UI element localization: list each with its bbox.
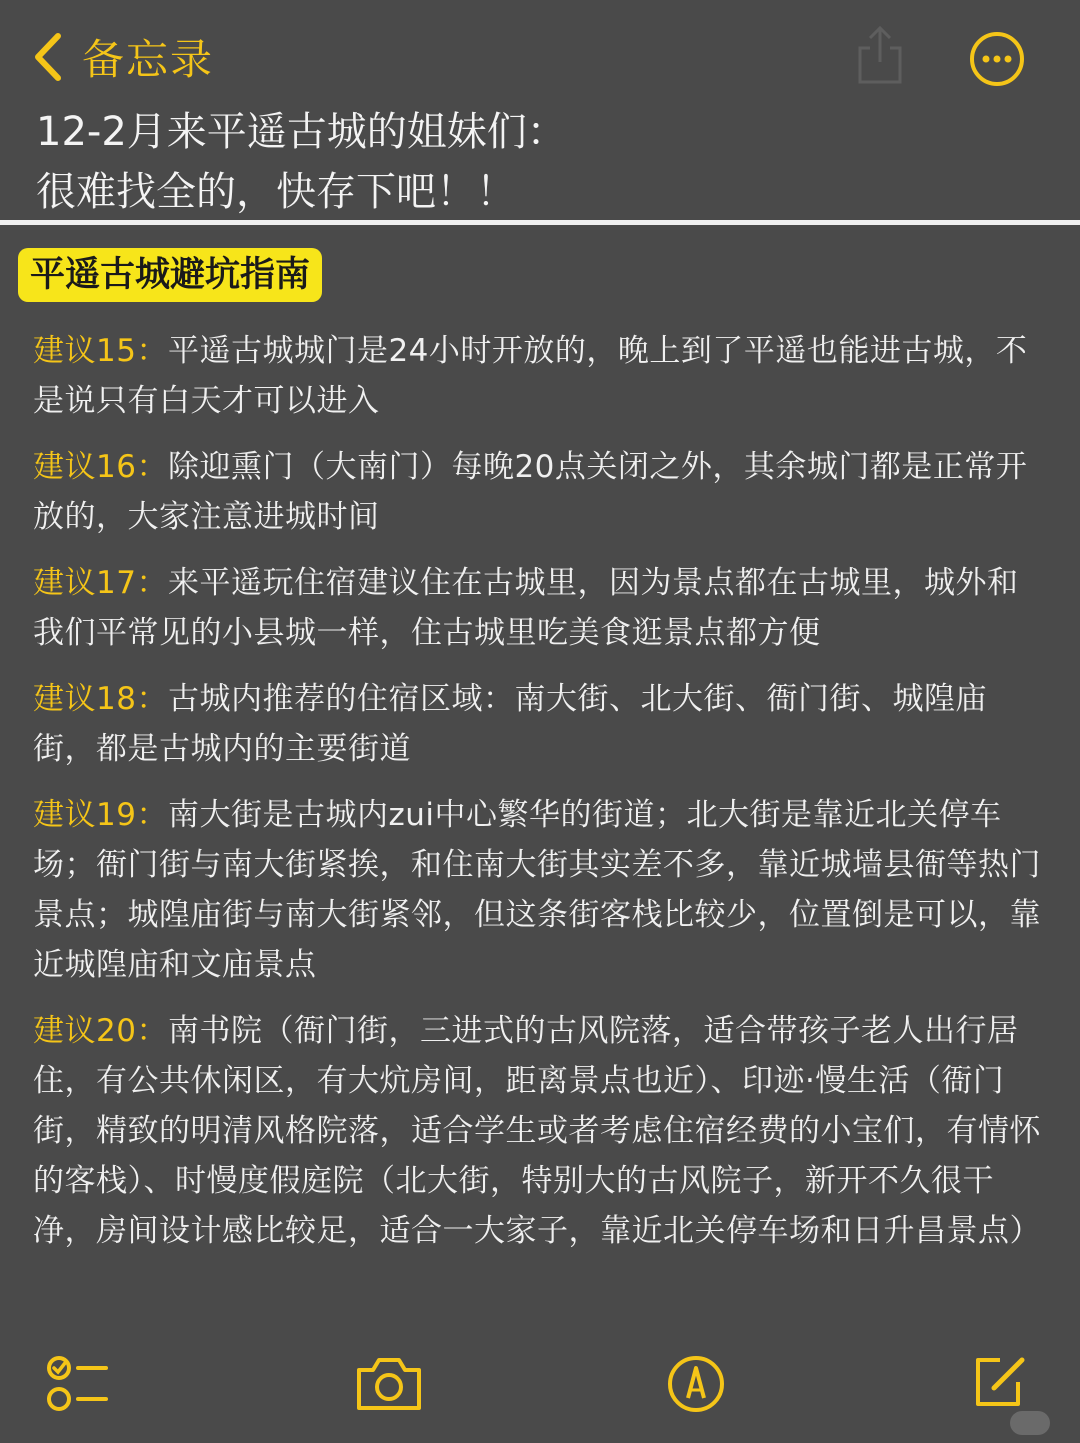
more-options-icon[interactable] (968, 30, 1026, 88)
compose-icon (970, 1352, 1030, 1412)
tip-label: 建议16： (33, 449, 168, 485)
tip-19 (33, 790, 1043, 990)
tip-15 (33, 326, 1043, 426)
bottom-toolbar (0, 1340, 1080, 1443)
camera-button[interactable] (355, 1354, 423, 1412)
tip-18 (33, 674, 1043, 774)
tip-20 (33, 1006, 1043, 1256)
back-button[interactable] (28, 28, 214, 86)
tip-17 (33, 558, 1043, 658)
markup-button[interactable] (666, 1354, 726, 1414)
tip-text: 来平遥玩住宿建议住在古城里，因为景点都在古城里，城外和我们平常见的小县城一样，住古城里吃美食逛景点都方便 (33, 565, 1019, 651)
tip-label: 建议20： (33, 1013, 168, 1049)
share-icon[interactable] (852, 22, 908, 88)
tip-text: 南大街是古城内zui中心繁华的街道；北大街是靠近北关停车场；衙门街与南大街紧挨，和住南大街其实差不多，靠近城墙县衙等热门景点；城隍庙街与南大街紧邻，但这条街客栈比较少，位置倒是可以，靠近城隍庙和文庙景点 (33, 797, 1041, 983)
note-title[interactable] (36, 102, 1056, 222)
note-title-line-2: 很难找全的，快存下吧！！ (36, 169, 516, 215)
camera-icon (355, 1354, 423, 1412)
back-label: 备忘录 (82, 35, 215, 84)
tip-16 (33, 442, 1043, 542)
watermark-badge (1010, 1411, 1050, 1435)
tips-list[interactable] (33, 326, 1043, 1272)
tip-text: 平遥古城城门是24小时开放的，晚上到了平遥也能进古城，不是说只有白天才可以进入 (33, 333, 1028, 419)
top-bar (0, 0, 1080, 108)
tip-text: 古城内推荐的住宿区域：南大街、北大街、衙门街、城隍庙街，都是古城内的主要街道 (33, 681, 987, 767)
tip-label: 建议15： (33, 333, 168, 369)
tip-label: 建议18： (33, 681, 168, 717)
title-divider (0, 220, 1080, 225)
tip-label: 建议19： (33, 797, 168, 833)
markup-pen-icon (666, 1354, 726, 1414)
note-title-line-1: 12-2月来平遥古城的姐妹们： (36, 109, 567, 155)
highlighted-heading: 平遥古城避坑指南 (18, 248, 322, 302)
tip-text: 除迎熏门（大南门）每晚20点关闭之外，其余城门都是正常开放的，大家注意进城时间 (33, 449, 1028, 535)
tip-label: 建议17： (33, 565, 168, 601)
checklist-icon (46, 1354, 110, 1414)
compose-button[interactable] (970, 1352, 1030, 1412)
tip-text: 南书院（衙门街，三进式的古风院落，适合带孩子老人出行居住，有公共休闲区，有大炕房间，距离景点也近）、印迹·慢生活（衙门街，精致的明清风格院落，适合学生或者考虑住宿经费的小宝们，有情怀的客栈）、时慢度假庭院（北大街，特别大的古风院子，新开不久很干净，房间设计感比较足，适合一大家子，靠近北关停车场和日升昌景点） (33, 1013, 1041, 1249)
checklist-button[interactable] (46, 1354, 110, 1414)
chevron-left-icon (28, 28, 72, 86)
